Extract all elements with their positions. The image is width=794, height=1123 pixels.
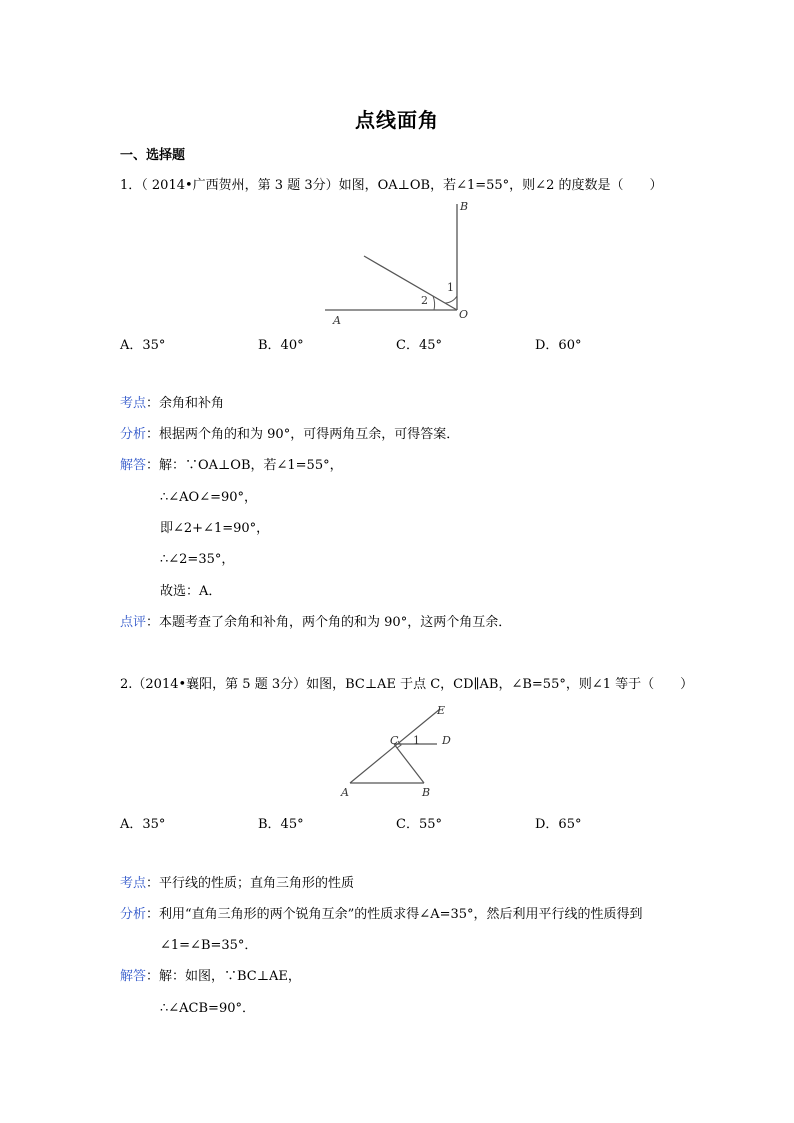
figure-2-label-b: B <box>422 786 431 799</box>
q1-jieda-line-3: ∴∠2=35°， <box>160 552 235 567</box>
figure-1-label-b: B <box>460 200 469 213</box>
question-1-figure <box>320 198 480 328</box>
q1-option-a: A．35° <box>120 338 166 353</box>
section-heading: 一、选择题 <box>120 148 186 163</box>
figure-2-label-e: E <box>437 704 446 717</box>
q1-option-b: B．40° <box>258 338 304 353</box>
figure-2-label-a: A <box>341 786 349 799</box>
q1-fenxi <box>120 427 459 443</box>
q1-jieda-line-2: 即∠2+∠1=90°， <box>160 521 270 536</box>
question-2-text: 2.（2014•襄阳，第 5 题 3分）如图，BC⊥AE 于点 C，CD∥AB，∠B=55°，则∠1 等于（ ） <box>120 677 694 692</box>
q1-dianping-text: ：本题考查了余角和补角，两个角的和为 90°，这两个角互余． <box>146 615 512 630</box>
q2-kaodian-label: 考点 <box>120 876 147 891</box>
q1-jieda <box>120 458 343 474</box>
figure-2-label-1: 1 <box>413 734 420 747</box>
q1-option-c: C．45° <box>396 338 442 353</box>
page-title: 点线面角 <box>355 108 439 132</box>
figure-1-label-2: 2 <box>421 294 428 307</box>
q2-fenxi-text: ：利用“直角三角形的两个锐角互余”的性质求得∠A=35°，然后利用平行线的性质得到 <box>146 907 643 922</box>
q1-fenxi-text: ：根据两个角的和为 90°，可得两角互余，可得答案． <box>146 427 460 442</box>
figure-1-label-a: A <box>333 314 341 327</box>
q2-kaodian <box>120 876 354 892</box>
q2-option-a: A．35° <box>120 817 166 832</box>
figure-2-label-c: C <box>390 734 399 747</box>
figure-1-label-1: 1 <box>447 281 454 294</box>
q2-option-d: D．65° <box>535 817 582 832</box>
q2-jieda-line-1: ∴∠ACB=90°． <box>160 1001 255 1016</box>
q2-option-b: B．45° <box>258 817 304 832</box>
q1-dianping <box>120 615 511 631</box>
q2-fenxi <box>120 907 643 923</box>
q1-jieda-line-1: ∴∠AO∠=90°， <box>160 490 258 505</box>
q1-option-d: D．60° <box>535 338 582 353</box>
figure-2-label-d: D <box>442 734 451 747</box>
q1-kaodian <box>120 396 224 412</box>
q2-option-c: C．55° <box>396 817 442 832</box>
q1-jieda-line-4: 故选：A． <box>160 584 222 599</box>
q1-jieda-label: 解答 <box>120 458 147 473</box>
q2-kaodian-text: ：平行线的性质；直角三角形的性质 <box>146 876 355 891</box>
q1-kaodian-text: ：余角和补角 <box>146 396 225 411</box>
q2-jieda-label: 解答 <box>120 969 147 984</box>
q2-jieda <box>120 969 301 985</box>
figure-1-label-o: O <box>459 308 469 321</box>
question-1-text: 1．（ 2014•广西贺州，第 3 题 3分）如图，OA⊥OB，若∠1=55°，则∠2 的度数是（ ） <box>120 178 663 193</box>
q1-fenxi-label: 分析 <box>120 427 147 442</box>
question-2-figure <box>336 703 466 803</box>
q2-jieda-line-0: ：解：如图，∵BC⊥AE， <box>146 969 301 984</box>
q1-kaodian-label: 考点 <box>120 396 147 411</box>
q2-fenxi-label: 分析 <box>120 907 147 922</box>
q2-fenxi-continuation: ∠1=∠B=35°． <box>160 938 258 953</box>
q1-dianping-label: 点评 <box>120 615 147 630</box>
q1-jieda-line-0: ：解：∵OA⊥OB，若∠1=55°， <box>146 458 343 473</box>
